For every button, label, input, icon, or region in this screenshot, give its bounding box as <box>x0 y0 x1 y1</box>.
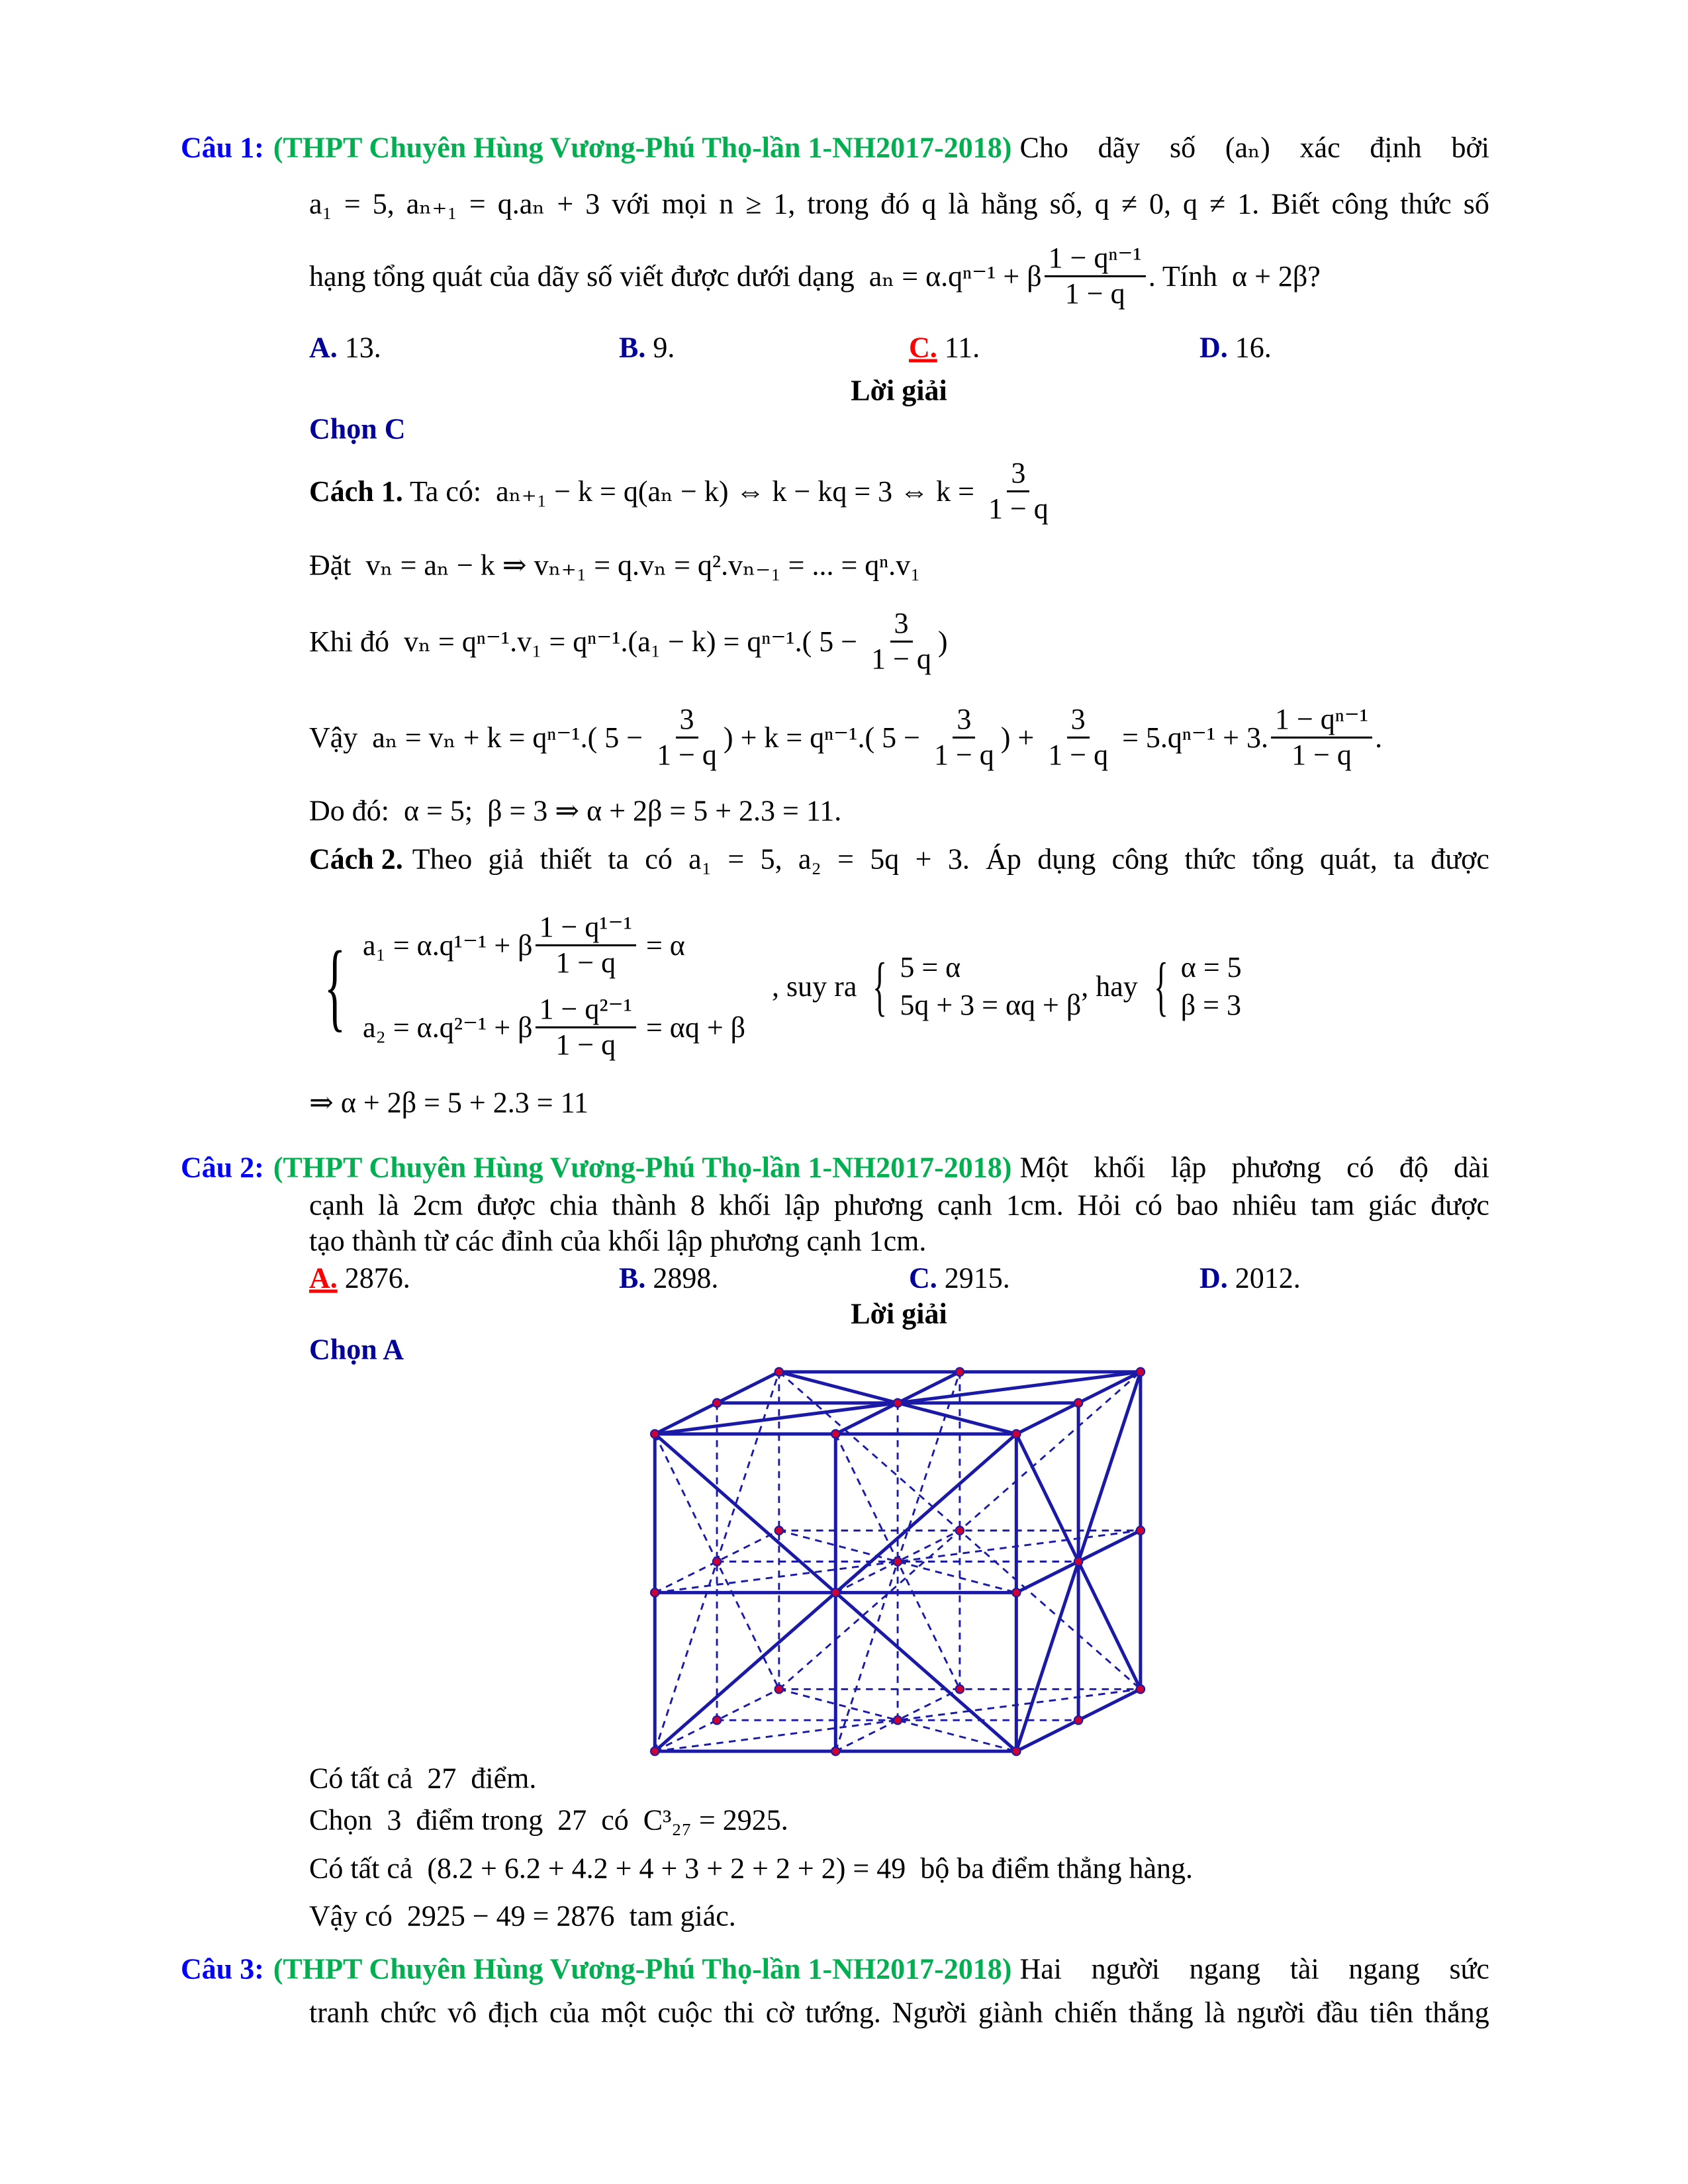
cube-figure <box>634 1358 1158 1765</box>
fraction <box>867 607 935 676</box>
option-value: 2876. <box>344 1261 410 1295</box>
cube-point <box>775 1526 784 1535</box>
solution-line <box>309 1762 536 1796</box>
cube-point <box>713 1399 722 1408</box>
fraction-numerator: 1 − qⁿ⁻¹ <box>1045 242 1146 277</box>
text-segment: hạng tổng quát của dãy số viết được dưới dạng aₙ = α.qⁿ⁻¹ + β <box>309 259 1042 293</box>
q3-header <box>181 1952 1489 1986</box>
text-segment: ⇒ α + 2β = 5 + 2.3 = 11 <box>309 1086 588 1119</box>
option-letter: C. <box>909 331 937 364</box>
method-label: Cách 1. <box>309 475 403 508</box>
answer-option <box>309 1261 410 1295</box>
question-text <box>1019 131 1489 165</box>
question-text <box>1019 1952 1489 1986</box>
equation-systems <box>311 911 1242 1062</box>
cube-point <box>1074 1557 1083 1566</box>
answer-option <box>619 331 675 365</box>
text-segment: Chọn 3 điểm trong 27 có C³₂₇ = 2925. <box>309 1803 788 1837</box>
method-text <box>403 457 1055 525</box>
fraction <box>984 457 1053 525</box>
fraction <box>653 703 721 772</box>
cube-point <box>775 1368 784 1377</box>
fraction-denominator: 1 − q <box>1048 738 1109 771</box>
answer-option <box>309 331 381 365</box>
brace-icon: { <box>1153 949 1168 1023</box>
fraction <box>536 911 636 979</box>
brace-icon: { <box>872 949 888 1023</box>
cube-point <box>1074 1399 1083 1408</box>
cube-point <box>1137 1526 1145 1535</box>
cube-point <box>831 1747 840 1756</box>
text-segment: Có tất cả 27 điểm. <box>309 1762 537 1795</box>
text-segment: Một khối lập phương có độ dài <box>1019 1151 1489 1184</box>
text-segment: = α <box>638 929 685 962</box>
system-row <box>900 950 1081 984</box>
connector-text: , hay <box>1081 970 1145 1003</box>
solution-title: Lời giải <box>851 1297 947 1330</box>
method-1 <box>309 457 1055 525</box>
text-segment: 5 = α <box>900 951 961 983</box>
fraction-numerator: 1 − q¹⁻¹ <box>536 911 636 946</box>
fraction-numerator: 3 <box>1007 457 1029 492</box>
text-segment: Vậy có 2925 − 49 = 2876 tam giác. <box>309 1899 736 1933</box>
cube-point <box>1074 1716 1083 1725</box>
option-value: 2898. <box>653 1261 719 1295</box>
fraction <box>1271 703 1372 772</box>
fraction <box>536 993 636 1062</box>
option-value: 2915. <box>944 1261 1010 1295</box>
cube-point <box>1012 1588 1021 1597</box>
chosen-answer: Chọn C <box>309 412 406 445</box>
fraction-numerator: 1 − qⁿ⁻¹ <box>1271 703 1372 739</box>
answer-option <box>1199 1261 1301 1295</box>
system-row <box>1181 988 1242 1022</box>
fraction-denominator: 1 − q <box>657 738 717 771</box>
text-segment: cạnh là 2cm được chia thành 8 khối lập phương cạnh 1cm. Hỏi có bao nhiêu tam giác được <box>309 1189 1489 1222</box>
question-text <box>309 1189 1489 1222</box>
cube-point <box>894 1557 902 1566</box>
connector-text: , suy ra <box>772 970 865 1003</box>
text-segment: tạo thành từ các đỉnh của khối lập phương cạnh 1cm. <box>309 1224 927 1257</box>
cube-point <box>956 1685 964 1694</box>
cube-point <box>956 1526 964 1535</box>
solution-line <box>309 1899 736 1933</box>
solution-line <box>309 703 1382 772</box>
fraction-denominator: 1 − q <box>1291 738 1352 771</box>
question-source: (THPT Chuyên Hùng Vương-Phú Thọ-lần 1-NH2017-2018) <box>273 131 1012 164</box>
text-segment: Khi đó vₙ = qⁿ⁻¹.v₁ = qⁿ⁻¹.(a₁ − k) = qⁿ⁻¹.( 5 − <box>309 625 865 658</box>
cube-point <box>1012 1430 1021 1438</box>
answer-option <box>1199 331 1272 365</box>
answer-option <box>619 1261 718 1295</box>
option-value: 9. <box>653 331 675 364</box>
question-text <box>309 1224 926 1258</box>
fraction-denominator: 1 − q <box>555 1028 616 1061</box>
question-label: Câu 2: <box>181 1151 264 1184</box>
question-label: Câu 3: <box>181 1952 264 1985</box>
cube-point <box>775 1685 784 1694</box>
text-segment: ) + <box>1000 721 1042 754</box>
cube-point <box>831 1588 840 1597</box>
cube-point <box>1137 1368 1145 1377</box>
cube-point <box>651 1747 659 1756</box>
fraction-denominator: 1 − q <box>871 642 931 675</box>
answer-option <box>909 1261 1010 1295</box>
solution-line <box>309 1803 788 1837</box>
text-segment: Do đó: α = 5; β = 3 ⇒ α + 2β = 5 + 2.3 = 11. <box>309 794 842 827</box>
chosen-answer: Chọn A <box>309 1333 404 1366</box>
option-value: 11. <box>944 331 980 364</box>
option-letter: C. <box>909 1261 937 1295</box>
question-source: (THPT Chuyên Hùng Vương-Phú Thọ-lần 1-NH2017-2018) <box>273 1151 1012 1184</box>
option-letter: B. <box>619 1261 646 1295</box>
option-letter: D. <box>1199 1261 1228 1295</box>
cube-point <box>1012 1747 1021 1756</box>
text-segment: Cho dãy số (aₙ) xác định bởi <box>1019 131 1489 164</box>
option-letter: A. <box>309 1261 338 1295</box>
option-letter: B. <box>619 331 646 364</box>
text-segment: = 5.qⁿ⁻¹ + 3. <box>1115 721 1268 754</box>
text-segment: = αq + β <box>638 1011 746 1044</box>
option-value: 2012. <box>1235 1261 1301 1295</box>
text-segment: tranh chức vô địch của một cuộc thi cờ tướng. Người giành chiến thắng là người đầu tiên thắng <box>309 1996 1489 2029</box>
text-segment: ) <box>937 625 948 658</box>
text-segment: Đặt vₙ = aₙ − k ⇒ vₙ₊₁ = q.vₙ = q².vₙ₋₁ = ... = qⁿ.v₁ <box>309 549 921 582</box>
text-segment: a₂ = α.q²⁻¹ + β <box>363 1011 533 1044</box>
question-text <box>309 242 1321 310</box>
system-3 <box>1145 950 1242 1022</box>
system-row <box>1181 950 1242 984</box>
cube-point <box>894 1716 902 1725</box>
question-label: Câu 1: <box>181 131 264 164</box>
q2-header <box>181 1151 1489 1185</box>
question-text <box>309 187 1489 221</box>
text-segment: β = 3 <box>1180 989 1241 1021</box>
option-letter: A. <box>309 331 338 364</box>
text-segment: . Tính α + 2β? <box>1148 259 1321 293</box>
option-letter: D. <box>1199 331 1228 364</box>
solution-line <box>309 1852 1193 1886</box>
cube-point <box>1137 1685 1145 1694</box>
text-segment: Ta có: aₙ₊₁ − k = q(aₙ − k) ⇔ k − kq = 3 ⇔ k = <box>402 475 982 508</box>
fraction-denominator: 1 − q <box>555 946 616 979</box>
text-segment: α = 5 <box>1180 951 1242 983</box>
answer-option <box>909 331 980 365</box>
text-segment: Hai người ngang tài ngang sức <box>1019 1952 1489 1985</box>
text-segment: ) + k = qⁿ⁻¹.( 5 − <box>723 721 927 754</box>
solution-title: Lời giải <box>851 374 947 407</box>
cube-point <box>651 1430 659 1438</box>
fraction-numerator: 3 <box>890 607 913 643</box>
method-text <box>412 842 1489 876</box>
system-1 <box>311 911 745 1062</box>
text-segment: 5q + 3 = αq + β <box>900 989 1082 1021</box>
cube-point <box>894 1399 902 1408</box>
text-segment: Vậy aₙ = vₙ + k = qⁿ⁻¹.( 5 − <box>309 721 651 754</box>
fraction-denominator: 1 − q <box>933 738 994 771</box>
question-text <box>309 1996 1489 2030</box>
cube-point <box>713 1557 722 1566</box>
fraction-denominator: 1 − q <box>988 492 1049 525</box>
method-label: Cách 2. <box>309 842 403 876</box>
brace-icon: { <box>324 931 346 1041</box>
text-segment: a₁ = 5, aₙ₊₁ = q.aₙ + 3 với mọi n ≥ 1, trong đó q là hằng số, q ≠ 0, q ≠ 1. Biết công thức số <box>309 187 1489 220</box>
fraction-numerator: 3 <box>676 703 698 739</box>
question-text <box>1019 1151 1489 1185</box>
system-2 <box>864 950 1081 1022</box>
fraction-numerator: 3 <box>1067 703 1090 739</box>
fraction <box>930 703 998 772</box>
solution-line <box>309 607 948 676</box>
solution-line <box>309 794 841 828</box>
fraction <box>1045 242 1146 310</box>
cube-point <box>651 1588 659 1597</box>
solution-line <box>309 1086 588 1120</box>
text-segment: . <box>1375 721 1383 754</box>
cube-point <box>831 1430 840 1438</box>
text-segment: Theo giả thiết ta có a₁ = 5, a₂ = 5q + 3. Áp dụng công thức tổng quát, ta được <box>412 842 1489 876</box>
question-source: (THPT Chuyên Hùng Vương-Phú Thọ-lần 1-NH2017-2018) <box>273 1952 1012 1985</box>
option-value: 13. <box>344 331 381 364</box>
method-2 <box>309 842 1489 876</box>
system-row <box>363 911 745 979</box>
solution-line <box>309 549 921 582</box>
cube-point <box>713 1716 722 1725</box>
text-segment: a₁ = α.q¹⁻¹ + β <box>363 929 533 962</box>
cube-point <box>956 1368 964 1377</box>
text-segment: Có tất cả (8.2 + 6.2 + 4.2 + 4 + 3 + 2 + 2 + 2) = 49 bộ ba điểm thẳng hàng. <box>309 1852 1193 1885</box>
fraction-numerator: 3 <box>953 703 975 739</box>
system-row <box>363 993 745 1062</box>
option-value: 16. <box>1235 331 1272 364</box>
q1-header <box>181 131 1489 165</box>
system-row <box>900 988 1081 1022</box>
fraction <box>1044 703 1112 772</box>
fraction-numerator: 1 − q²⁻¹ <box>536 993 636 1028</box>
fraction-denominator: 1 − q <box>1064 277 1125 310</box>
